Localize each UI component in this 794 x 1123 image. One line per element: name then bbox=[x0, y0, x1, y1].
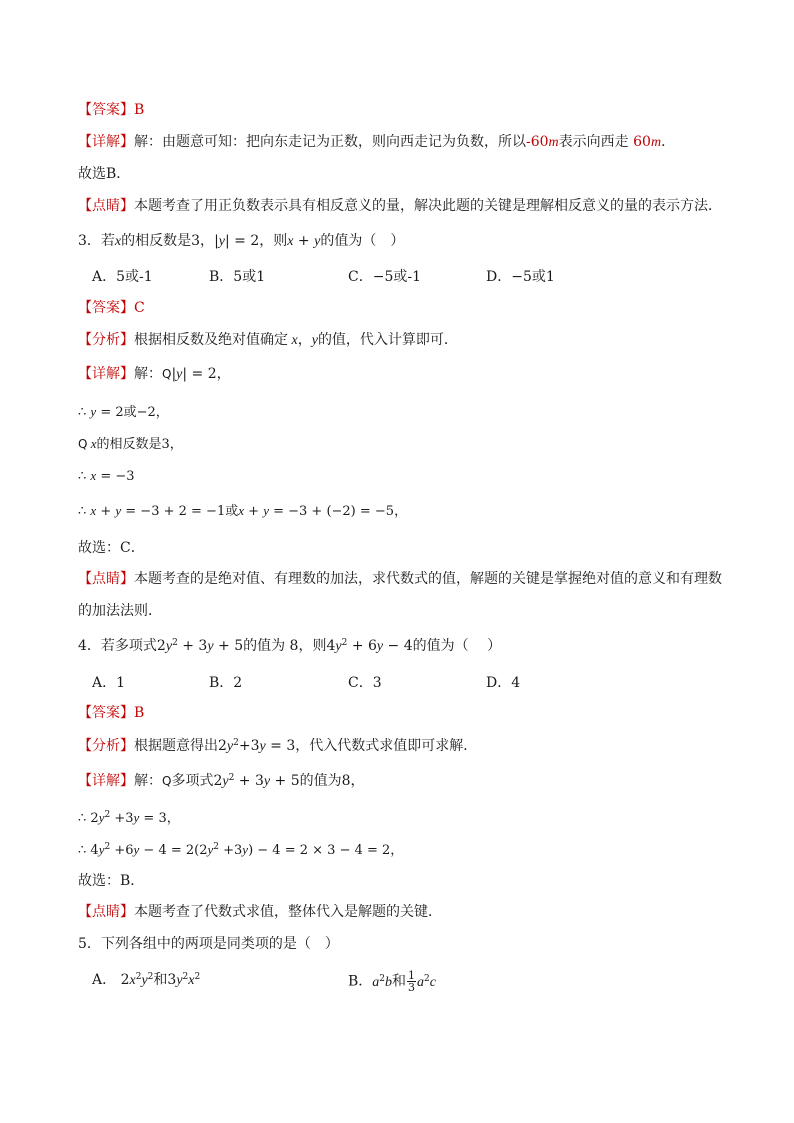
q3-step-1: ∴ y = 2或−2， bbox=[78, 404, 169, 420]
q2-choose: 故选B． bbox=[78, 166, 131, 182]
q3-option-a[interactable]: A．5或-1 bbox=[92, 269, 153, 285]
analysis-tag: 【分析】 bbox=[78, 332, 134, 348]
q3-analysis: 【分析】根据相反数及绝对值确定 x，y的值，代入计算即可． bbox=[78, 332, 458, 348]
q4-detail: 【详解】解：Q多项式$2y^2 + 3y + 5$的值为8， bbox=[78, 773, 365, 789]
q3-comment-2: 的加法法则． bbox=[78, 603, 162, 619]
q3-option-d[interactable]: D．−5或1 bbox=[486, 269, 555, 285]
q3-step-3: ∴ x = −3 bbox=[78, 468, 135, 484]
q4-stem: 4．若多项式$2y^2 + 3y + 5$的值为 8，则$4y^2 + 6y - 4$的值为（ ） bbox=[78, 638, 502, 654]
therefore-symbol: ∴ bbox=[78, 405, 91, 420]
q3-choose: 故选：C． bbox=[78, 540, 145, 556]
because-symbol: Q bbox=[162, 367, 172, 381]
q2-answer: 【答案】B bbox=[78, 102, 145, 118]
q4-comment: 【点睛】本题考查了代数式求值，整体代入是解题的关键． bbox=[78, 904, 442, 920]
q2-detail: 【详解】解：由题意可知：把向东走记为正数，则向西走记为负数，所以-60m表示向西走 60m． bbox=[78, 134, 676, 150]
q4-choose: 故选：B． bbox=[78, 873, 145, 889]
q3-option-c[interactable]: C．−5或-1 bbox=[348, 269, 421, 285]
q3-answer: 【答案】C bbox=[78, 300, 145, 316]
q4-option-a[interactable]: A．1 bbox=[92, 675, 126, 691]
q3-step-2: Q x的相反数是3， bbox=[78, 436, 183, 452]
q5-option-a[interactable]: A． $2x^2y^2$和$3y^2x^2$ bbox=[92, 972, 201, 988]
q3-step-4: ∴ x + y = −3 + 2 = −1或x + y = −3 + (−2) = −5， bbox=[78, 503, 408, 519]
fraction-one-third: $\frac{1}{3}$ bbox=[408, 969, 416, 994]
q4-option-c[interactable]: C．3 bbox=[348, 675, 382, 691]
q3-stem: 3．若x的相反数是3，|y| = 2，则x + y的值为（ ） bbox=[78, 233, 405, 249]
q5-stem: 5．下列各组中的两项是同类项的是（ ） bbox=[78, 936, 339, 952]
detail-tag: 【详解】 bbox=[78, 134, 134, 150]
q4-analysis: 【分析】根据题意得出$2y^2+3y = 3$，代入代数式求值即可求解． bbox=[78, 738, 478, 754]
because-symbol: Q bbox=[162, 774, 172, 788]
q3-comment-1: 【点睛】本题考查的是绝对值、有理数的加法，求代数式的值，解题的关键是掌握绝对值的意义和有理数 bbox=[78, 571, 722, 587]
answer-tag: 【答案】 bbox=[78, 102, 134, 118]
comment-tag: 【点睛】 bbox=[78, 198, 134, 214]
q4-option-b[interactable]: B．2 bbox=[209, 675, 243, 691]
q4-option-d[interactable]: D．4 bbox=[486, 675, 521, 691]
q4-step-1: ∴ $2y^2 +3y = 3$， bbox=[78, 810, 180, 826]
q3-detail: 【详解】解：Q|y| = 2， bbox=[78, 366, 231, 382]
q5-option-b[interactable]: B．$a^2b$和 $\frac{1}{3}$ $a^2c$ bbox=[348, 969, 436, 994]
q4-step-2: ∴ $4y^2 +6y - 4 = 2(2y^2 +3y) - 4 = 2 \times 3 - 4 = 2$， bbox=[78, 842, 404, 858]
q2-comment: 【点睛】本题考查了用正负数表示具有相反意义的量，解决此题的关键是理解相反意义的量的表示方法． bbox=[78, 198, 722, 214]
because-symbol: Q bbox=[78, 437, 88, 451]
q4-answer: 【答案】B bbox=[78, 705, 145, 721]
q3-option-b[interactable]: B．5或1 bbox=[209, 269, 266, 285]
